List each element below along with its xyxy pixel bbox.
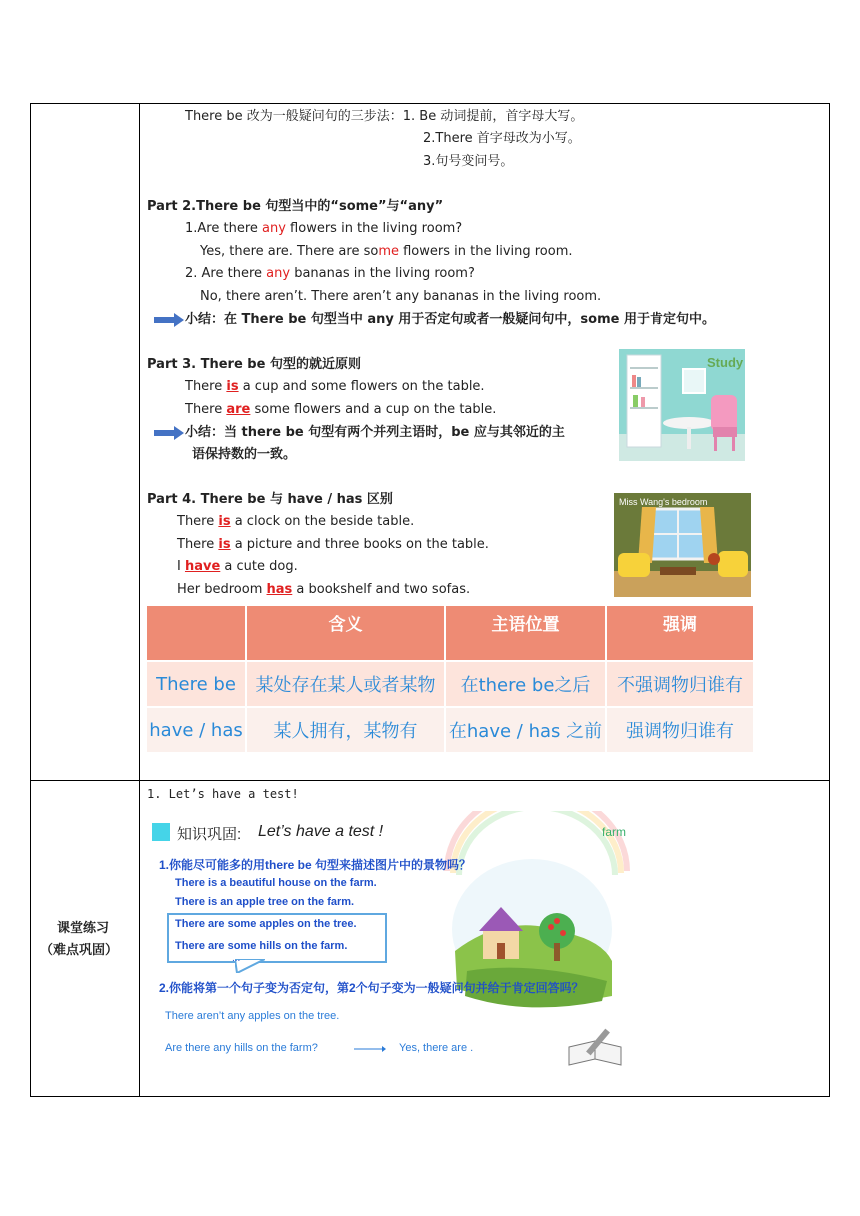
slide-question-2: 2.你能将第一个句子变为否定句，第2个句子变为一般疑问句并给于肯定回答吗？ bbox=[159, 981, 584, 995]
highlight-word: is bbox=[218, 537, 231, 552]
slide-sentence-2: There is an apple tree on the farm. bbox=[175, 896, 355, 908]
slide-title-cn: 知识巩固: bbox=[177, 826, 242, 843]
part2-title: Part 2.There be 句型当中的“some”与“any” bbox=[147, 199, 444, 214]
highlight-word: any bbox=[266, 266, 291, 281]
highlight-word: have bbox=[184, 559, 221, 574]
arrow-right-icon bbox=[154, 313, 184, 327]
highlight-word: has bbox=[266, 582, 293, 597]
slide-answer-2: Are there any hills on the farm? bbox=[165, 1042, 318, 1054]
table-header-meaning: 含义 bbox=[247, 606, 444, 660]
text: some flowers and a cup on the table. bbox=[250, 402, 497, 417]
table-cell: 某人拥有，某物有 bbox=[247, 708, 444, 752]
square-bullet-icon bbox=[152, 823, 170, 841]
table-column-divider bbox=[139, 103, 140, 1097]
table-cell: 在have / has 之前 bbox=[446, 708, 605, 752]
table-cell: 某处存在某人或者某物 bbox=[247, 662, 444, 706]
text: There bbox=[185, 402, 227, 417]
text: bananas in the living room? bbox=[290, 266, 475, 281]
part3-sentence-2 bbox=[185, 401, 496, 419]
study-room-image bbox=[619, 349, 745, 461]
text: 2. Are there bbox=[185, 266, 267, 281]
arrow-right-icon bbox=[354, 1045, 386, 1053]
bedroom-label: Miss Wang's bedroom bbox=[619, 497, 708, 507]
text: flowers in the living room? bbox=[285, 221, 463, 236]
text: Yes, there are. There are so bbox=[200, 244, 379, 259]
part4-sentence-4 bbox=[177, 581, 470, 599]
part4-sentence-1 bbox=[177, 513, 414, 531]
table-cell: There be bbox=[147, 662, 245, 706]
highlight-word: is bbox=[226, 379, 239, 394]
text: There bbox=[177, 514, 219, 529]
practice-label: 课堂练习 bbox=[57, 921, 110, 936]
slide-farm-label: farm bbox=[602, 825, 626, 839]
highlight-word: me bbox=[378, 244, 399, 259]
slide-sentence-3: There are some apples on the tree. bbox=[175, 918, 357, 930]
table-cell: 在there be之后 bbox=[446, 662, 605, 706]
part4-sentence-3 bbox=[177, 558, 298, 576]
part4-sentence-2 bbox=[177, 536, 489, 554]
part2-question-2 bbox=[185, 265, 475, 283]
part2-answer-2: No, there aren’t. There aren’t any bananas in the living room. bbox=[200, 289, 602, 304]
study-label: Study bbox=[707, 355, 744, 370]
table-cell: 不强调物归谁有 bbox=[607, 662, 753, 706]
part3-sentence-1 bbox=[185, 378, 485, 396]
slide-answer-3: Yes, there are . bbox=[399, 1042, 474, 1054]
text: There bbox=[177, 537, 219, 552]
part3-summary-line-1: 小结：当 there be 句型有两个并列主语时，be 应与其邻近的主 bbox=[185, 425, 565, 440]
text: Her bedroom bbox=[177, 582, 267, 597]
slide-ellipsis: ... bbox=[232, 953, 241, 964]
slide-title-en: Let’s have a test ! bbox=[258, 823, 384, 840]
part4-title: Part 4. There be 与 have / has 区别 bbox=[147, 492, 393, 507]
part3-summary-line-2: 语保持数的一致。 bbox=[192, 447, 297, 462]
table-left-border bbox=[30, 103, 31, 1097]
book-and-pencil-icon bbox=[565, 1023, 625, 1069]
table-header-emphasis: 强调 bbox=[607, 606, 753, 660]
bedroom-illustration bbox=[614, 493, 751, 597]
text: a picture and three books on the table. bbox=[230, 537, 489, 552]
table-header-subject-position: 主语位置 bbox=[446, 606, 605, 660]
part2-summary: 小结：在 There be 句型当中 any 用于否定句或者一般疑问句中，some 用于肯定句中。 bbox=[185, 312, 715, 327]
arrow-right-icon bbox=[154, 426, 184, 440]
practice-heading: 1. Let’s have a test! bbox=[147, 787, 299, 801]
intro-line-2: 2.There 首字母改为小写。 bbox=[423, 131, 581, 146]
text: a bookshelf and two sofas. bbox=[292, 582, 471, 597]
table-right-border bbox=[829, 103, 830, 1097]
intro-line-1: There be 改为一般疑问句的三步法：1. Be 动词提前，首字母大写。 bbox=[185, 109, 584, 124]
table-cell: have / has bbox=[147, 708, 245, 752]
practice-slide bbox=[147, 811, 644, 1086]
text: There bbox=[185, 379, 227, 394]
highlight-word: is bbox=[218, 514, 231, 529]
intro-line-3: 3.句号变问号。 bbox=[423, 154, 514, 169]
slide-sentence-1: There is a beautiful house on the farm. bbox=[175, 877, 377, 889]
table-cell: 强调物归谁有 bbox=[607, 708, 753, 752]
slide-question-1: 1.你能尽可能多的用there be 句型来描述图片中的景物吗？ bbox=[159, 858, 472, 872]
bedroom-image bbox=[614, 493, 751, 597]
table-header-empty bbox=[147, 606, 245, 660]
slide-sentence-4: There are some hills on the farm. bbox=[175, 940, 348, 952]
compare-table bbox=[147, 606, 753, 752]
text: a clock on the beside table. bbox=[230, 514, 415, 529]
highlight-word: are bbox=[226, 402, 251, 417]
part3-title: Part 3. There be 句型的就近原则 bbox=[147, 357, 361, 372]
table-top-border bbox=[30, 103, 830, 104]
text: I bbox=[177, 559, 185, 574]
part2-question-1 bbox=[185, 220, 462, 238]
slide-answer-1: There aren’t any apples on the tree. bbox=[165, 1010, 340, 1022]
practice-sublabel: （难点巩固） bbox=[40, 943, 119, 958]
table-bottom-border bbox=[30, 1096, 830, 1097]
text: a cup and some flowers on the table. bbox=[238, 379, 485, 394]
text: a cute dog. bbox=[220, 559, 298, 574]
highlight-word: any bbox=[262, 221, 286, 236]
text: 1.Are there bbox=[185, 221, 263, 236]
part2-answer-1 bbox=[200, 243, 573, 261]
text: flowers in the living room. bbox=[398, 244, 573, 259]
table-middle-border bbox=[30, 780, 830, 781]
